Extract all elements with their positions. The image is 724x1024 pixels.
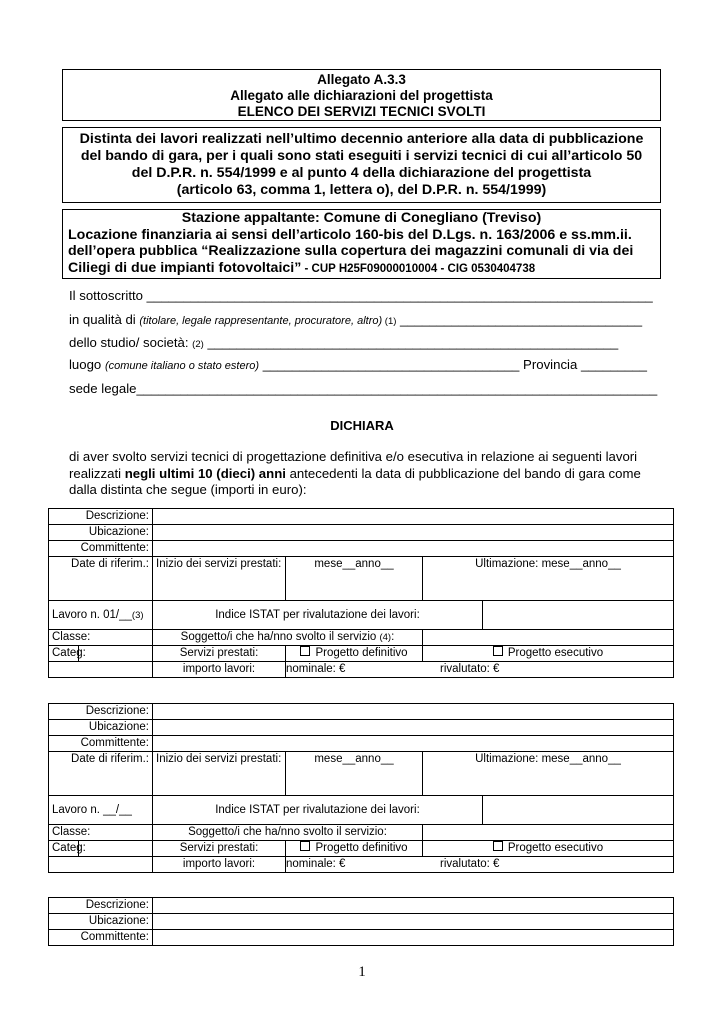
sottoscritto-field[interactable]: Il sottoscritto _____________________________________________________________________ — [69, 288, 653, 303]
ubicazione-label: Ubicazione: — [49, 525, 153, 541]
descrizione-label: Descrizione: — [49, 509, 153, 525]
distinta-box — [62, 127, 661, 203]
esecutivo-label: Progetto esecutivo — [507, 842, 604, 854]
lavoro-table-3 — [48, 897, 674, 946]
stazione-line: Locazione finanziaria ai sensi dell’articolo 160-bis del D.Lgs. n. 163/2006 e ss.mm.ii. — [68, 226, 632, 243]
header-box — [62, 69, 661, 121]
table-row — [49, 662, 674, 678]
table-row — [49, 930, 674, 946]
nominale-label: nominale: € — [286, 663, 346, 675]
lavoro-table-2 — [48, 703, 674, 873]
checkbox-icon[interactable] — [493, 646, 503, 656]
studio-note: (2) — [192, 339, 204, 350]
table-row — [49, 601, 674, 630]
rivalutato-label: rivalutato: € — [440, 858, 500, 870]
table-row — [49, 704, 674, 720]
table-row — [49, 857, 674, 873]
table-row — [49, 541, 674, 557]
nominale-label: nominale: € — [286, 858, 346, 870]
inizio-label: Inizio dei servizi prestati: — [153, 557, 286, 601]
luogo-label: luogo — [69, 357, 105, 372]
page-number: 1 — [358, 964, 366, 980]
descrizione-input[interactable] — [153, 509, 674, 525]
definitivo-label: Progetto definitivo — [315, 647, 408, 659]
studio-label: dello studio/ società: — [69, 335, 193, 350]
table-row — [49, 825, 674, 841]
committente-label: Committente: — [49, 541, 153, 557]
lavoro-note: (3) — [131, 609, 144, 621]
categ-label: Categ: — [49, 646, 79, 662]
qualita-field[interactable] — [69, 312, 642, 327]
qualita-line: _________________________________ — [396, 312, 643, 327]
classe-label: Classe: — [49, 825, 153, 841]
header-line: Allegato A.3.3 — [317, 72, 406, 87]
header-line: ELENCO DEI SERVIZI TECNICI SVOLTI — [237, 104, 486, 119]
esecutivo-label: Progetto esecutivo — [507, 647, 604, 659]
date-label: Date di riferim.: — [49, 557, 153, 601]
soggetto-label — [153, 630, 423, 646]
stazione-box — [62, 209, 661, 279]
soggetto-note: (4) — [379, 632, 392, 643]
table-row — [49, 525, 674, 541]
definitivo-label: Progetto definitivo — [315, 842, 408, 854]
ubicazione-input[interactable] — [153, 525, 674, 541]
stazione-line: dell’opera pubblica “Realizzazione sulla copertura dei magazzini comunali di via dei — [68, 243, 634, 259]
importo-values[interactable] — [286, 662, 674, 678]
table-row — [49, 557, 674, 601]
luogo-field[interactable] — [69, 357, 647, 372]
table-row — [49, 646, 674, 662]
inizio-label: Inizio dei servizi prestati: — [153, 752, 286, 796]
intro-bold: negli ultimi 10 (dieci) anni — [124, 465, 286, 481]
classe-label: Classe: — [49, 630, 153, 646]
descrizione-label: Descrizione: — [49, 704, 153, 720]
soggetto-input[interactable] — [423, 825, 674, 841]
servizi-label: Servizi prestati: — [153, 841, 286, 857]
qualita-label: in qualità di — [69, 312, 140, 327]
istat-input[interactable] — [483, 796, 674, 825]
distinta-line: (articolo 63, comma 1, lettera o), del D.P.R. n. 554/1999) — [176, 182, 547, 198]
soggetto-label: Soggetto/i che ha/nno svolto il servizio: — [153, 825, 423, 841]
empty-cell — [49, 857, 153, 873]
dichiara-heading: DICHIARA — [330, 418, 394, 433]
importo-label: importo lavori: — [153, 857, 286, 873]
istat-label: Indice ISTAT per rivalutazione dei lavori: — [153, 796, 483, 825]
qualita-hint: (titolare, legale rappresentante, procuratore, altro) — [139, 315, 383, 327]
table-row — [49, 720, 674, 736]
luogo-hint: (comune italiano o stato estero) — [104, 360, 260, 372]
table-row — [49, 898, 674, 914]
luogo-line: ___________________________________ Provincia _________ — [259, 357, 647, 372]
descrizione-input[interactable] — [153, 898, 674, 914]
ubicazione-input[interactable] — [153, 720, 674, 736]
committente-label: Committente: — [49, 930, 153, 946]
istat-input[interactable] — [483, 601, 674, 630]
soggetto-end: : — [391, 631, 395, 643]
rivalutato-label: rivalutato: € — [440, 663, 500, 675]
istat-label: Indice ISTAT per rivalutazione dei lavori: — [153, 601, 483, 630]
distinta-line: del D.P.R. n. 554/1999 e al punto 4 della dichiarazione del progettista — [131, 165, 592, 181]
lavoro-number[interactable] — [49, 601, 153, 630]
table-row — [49, 630, 674, 646]
date-label: Date di riferim.: — [49, 752, 153, 796]
sede-field[interactable]: sede legale_______________________________________________________________________ — [69, 381, 658, 396]
esecutivo-option[interactable] — [423, 646, 674, 662]
stazione-line — [63, 260, 660, 278]
studio-line: ________________________________________________________ — [203, 335, 619, 350]
table-row — [49, 841, 674, 857]
categ-input[interactable] — [79, 646, 153, 662]
table-row — [49, 796, 674, 825]
qualita-note: (1) — [382, 316, 397, 327]
table-row — [49, 736, 674, 752]
soggetto-text: Soggetto/i che ha/nno svolto il servizio — [180, 631, 380, 643]
committente-label: Committente: — [49, 736, 153, 752]
definitivo-option[interactable] — [286, 841, 423, 857]
servizi-label: Servizi prestati: — [153, 646, 286, 662]
header-line: Allegato alle dichiarazioni del progettista — [230, 88, 493, 103]
table-row — [49, 509, 674, 525]
lavoro-table-1 — [48, 508, 674, 678]
ubicazione-label: Ubicazione: — [49, 914, 153, 930]
intro-text: di aver svolto servizi tecnici di progettazione definitiva e/o esecutiva in relazione ai seguenti lavori realizzati — [69, 449, 638, 481]
descrizione-input[interactable] — [153, 704, 674, 720]
lavoro-label: Lavoro n. 01/__ — [52, 608, 132, 621]
checkbox-icon[interactable] — [300, 841, 310, 851]
importo-values[interactable] — [286, 857, 674, 873]
importo-label: importo lavori: — [153, 662, 286, 678]
empty-cell — [49, 662, 153, 678]
studio-field[interactable] — [69, 335, 618, 350]
cup-cig-codes: - CUP H25F09000010004 - CIG 0530404738 — [301, 262, 536, 275]
inizio-date-input[interactable]: mese__anno__ — [286, 557, 423, 601]
ubicazione-input[interactable] — [153, 914, 674, 930]
committente-input[interactable] — [153, 736, 674, 752]
opera-title: Ciliegi di due impianti fotovoltaici” — [68, 259, 302, 276]
ultimazione-input[interactable]: Ultimazione: mese__anno__ — [423, 557, 674, 601]
checkbox-icon[interactable] — [493, 841, 503, 851]
inizio-date-input[interactable]: mese__anno__ — [286, 752, 423, 796]
intro-text: antecedenti la data di pubblicazione del bando di gara come dalla distinta che segue (importi in euro): — [69, 465, 641, 497]
categ-input[interactable] — [79, 841, 153, 857]
ultimazione-input[interactable]: Ultimazione: mese__anno__ — [423, 752, 674, 796]
definitivo-option[interactable] — [286, 646, 423, 662]
intro-paragraph — [69, 449, 669, 499]
ubicazione-label: Ubicazione: — [49, 720, 153, 736]
stazione-line: Stazione appaltante: Comune di Conegliano (Treviso) — [181, 210, 542, 226]
descrizione-label: Descrizione: — [49, 898, 153, 914]
categ-label: Categ: — [49, 841, 79, 857]
table-row — [49, 752, 674, 796]
checkbox-icon[interactable] — [300, 646, 310, 656]
distinta-line: del bando di gara, per i quali sono stati eseguiti i servizi tecnici di cui all’articolo 50 — [80, 148, 643, 164]
lavoro-number[interactable]: Lavoro n. __/__ — [49, 796, 153, 825]
committente-input[interactable] — [153, 930, 674, 946]
esecutivo-option[interactable] — [423, 841, 674, 857]
soggetto-input[interactable] — [423, 630, 674, 646]
table-row — [49, 914, 674, 930]
committente-input[interactable] — [153, 541, 674, 557]
distinta-line: Distinta dei lavori realizzati nell’ultimo decennio anteriore alla data di pubblicazione — [79, 131, 644, 147]
